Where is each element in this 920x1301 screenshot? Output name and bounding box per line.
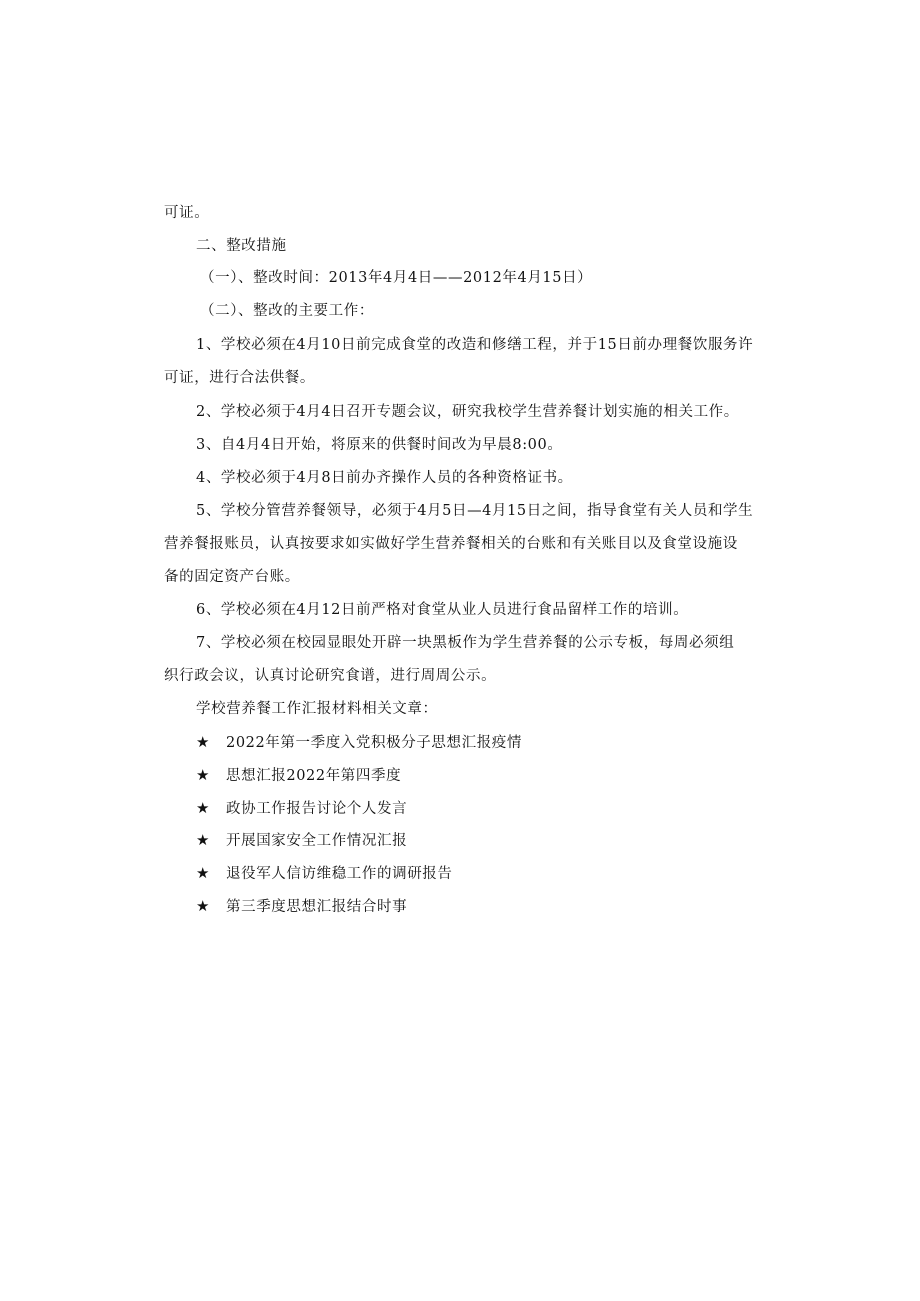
- item-1-line-2: 可证，进行合法供餐。: [164, 370, 315, 386]
- subsection-time: （一）、整改时间：2013年4月4日——2012年4月15日）: [200, 270, 593, 286]
- star-icon: ★: [196, 799, 211, 817]
- continuation-text: 可证。: [164, 205, 210, 221]
- star-icon: ★: [196, 831, 211, 849]
- related-article-link[interactable]: [196, 896, 407, 917]
- related-article-link[interactable]: [196, 798, 407, 819]
- item-7-line-1: 7、学校必须在校园显眼处开辟一块黑板作为学生营养餐的公示专板，每周必须组: [196, 635, 735, 651]
- item-4: 4、学校必须于4月8日前办齐操作人员的各种资格证书。: [196, 470, 573, 486]
- star-icon: ★: [196, 897, 211, 915]
- related-article-title: 退役军人信访维稳工作的调研报告: [226, 866, 453, 882]
- star-icon: ★: [196, 864, 211, 882]
- subsection-main-work: （二）、整改的主要工作：: [200, 303, 374, 319]
- related-article-title: 思想汇报2022年第四季度: [226, 768, 402, 784]
- item-7-line-2: 织行政会议，认真讨论研究食谱，进行周周公示。: [164, 668, 497, 684]
- item-3: 3、自4月4日开始，将原来的供餐时间改为早晨8:00。: [196, 437, 563, 453]
- related-article-title: 开展国家安全工作情况汇报: [226, 833, 408, 849]
- section-heading: 二、整改措施: [196, 238, 287, 254]
- star-icon: ★: [196, 766, 211, 784]
- item-1-line-1: 1、学校必须在4月10日前完成食堂的改造和修缮工程，并于15日前办理餐饮服务许: [196, 337, 754, 353]
- related-article-title: 政协工作报告讨论个人发言: [226, 801, 408, 817]
- related-article-link[interactable]: [196, 732, 522, 753]
- related-article-link[interactable]: [196, 830, 407, 851]
- item-5-line-1: 5、学校分管营养餐领导，必须于4月5日—4月15日之间，指导食堂有关人员和学生: [196, 503, 754, 519]
- related-articles-heading: 学校营养餐工作汇报材料相关文章：: [196, 701, 438, 717]
- item-2: 2、学校必须于4月4日召开专题会议，研究我校学生营养餐计划实施的相关工作。: [196, 404, 739, 420]
- related-article-link[interactable]: [196, 863, 453, 884]
- related-article-link[interactable]: [196, 765, 401, 786]
- related-article-title: 2022年第一季度入党积极分子思想汇报疫情: [226, 735, 522, 751]
- item-5-line-3: 备的固定资产台账。: [164, 569, 300, 585]
- item-5-line-2: 营养餐报账员，认真按要求如实做好学生营养餐相关的台账和有关账目以及食堂设施设: [164, 536, 738, 552]
- item-6: 6、学校必须在4月12日前严格对食堂从业人员进行食品留样工作的培训。: [196, 602, 689, 618]
- related-article-title: 第三季度思想汇报结合时事: [226, 899, 408, 915]
- star-icon: ★: [196, 733, 211, 751]
